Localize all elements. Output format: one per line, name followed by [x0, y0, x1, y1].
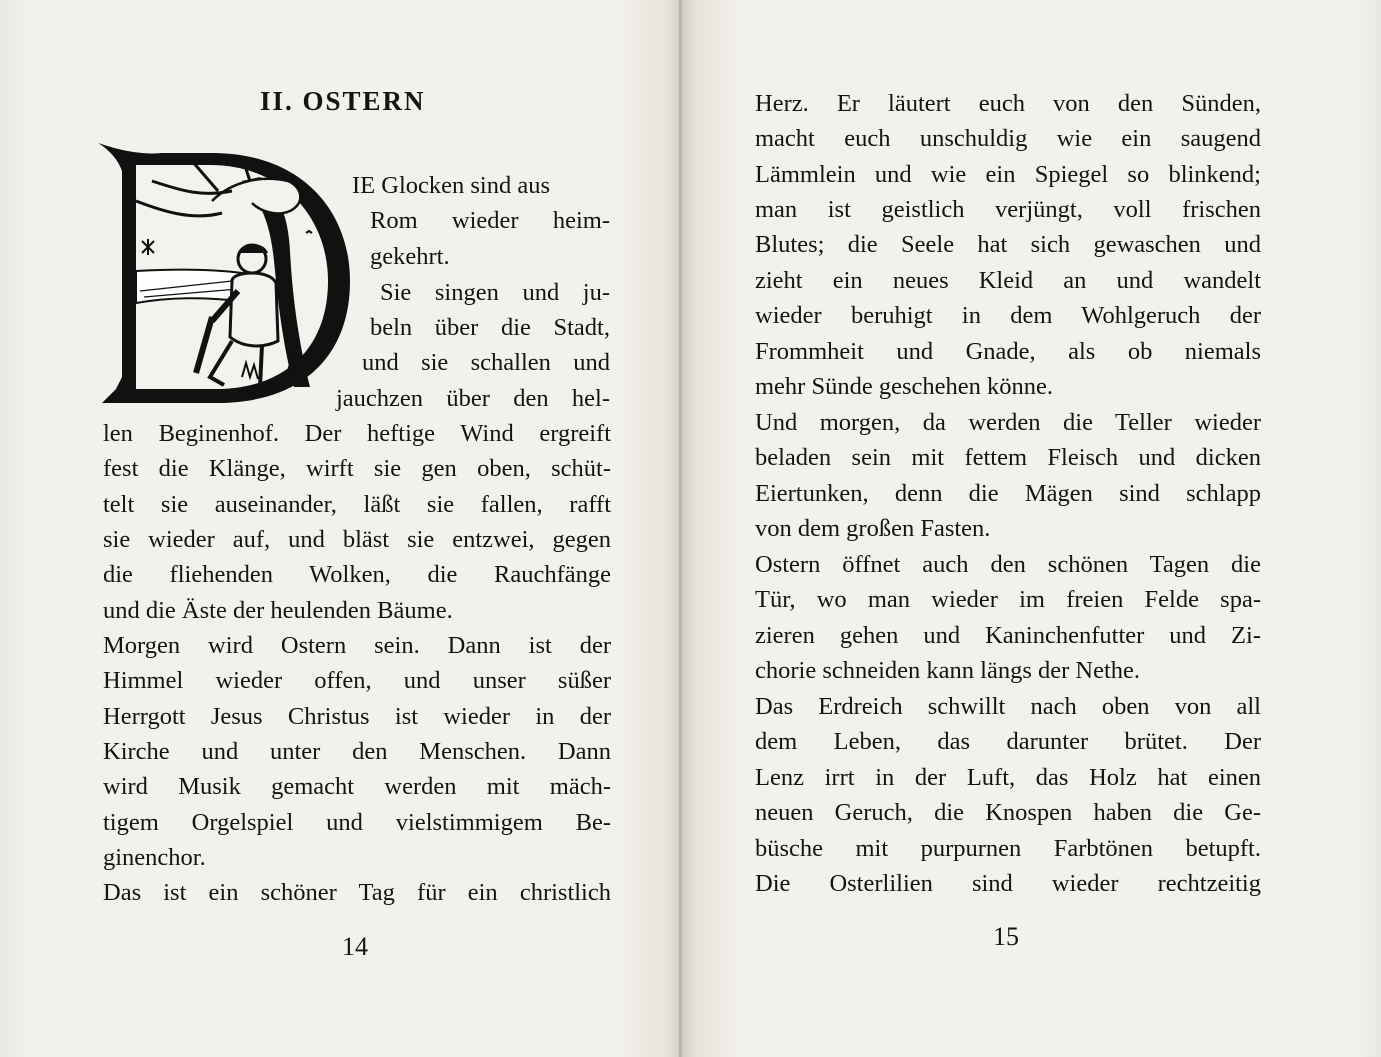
text-line: Lenz irrt in der Luft, das Holz hat einen [755, 764, 1261, 791]
text-line: Die Osterlilien sind wieder rechtzeitig [755, 870, 1261, 897]
text-line: telt sie auseinander, läßt sie fallen, rafft [103, 491, 611, 518]
drop-cap-letter-illustration [98, 143, 350, 403]
text-line: Sie singen und ju- [380, 279, 610, 306]
text-line: zieht ein neues Kleid an und wandelt [755, 267, 1261, 294]
text-line: chorie schneiden kann längs der Nethe. [755, 657, 1141, 684]
text-line: büsche mit purpurnen Farbtönen betupft. [755, 835, 1261, 862]
left-page [0, 0, 682, 1057]
page-number: 15 [993, 922, 1019, 951]
text-line: Morgen wird Ostern sein. Dann ist der [103, 632, 611, 659]
text-line: zieren gehen und Kaninchenfutter und Zi- [755, 622, 1261, 649]
text-line: wird Musik gemacht werden mit mäch- [103, 773, 611, 800]
text-line: Kirche und unter den Menschen. Dann [103, 738, 611, 765]
text-line: Frommheit und Gnade, als ob niemals [755, 338, 1261, 365]
page-number: 14 [342, 932, 368, 961]
text-line: dem Leben, das darunter brütet. Der [755, 728, 1261, 755]
right-page [682, 0, 1381, 1057]
text-line: Und morgen, da werden die Teller wieder [755, 409, 1261, 436]
text-line: fest die Klänge, wirft sie gen oben, schüt- [103, 455, 611, 482]
text-line: Himmel wieder offen, und unser süßer [103, 667, 611, 694]
text-line: tigem Orgelspiel und vielstimmigem Be- [103, 809, 611, 836]
chapter-heading: II. OSTERN [260, 86, 426, 116]
text-line: beladen sein mit fettem Fleisch und dicken [755, 444, 1261, 471]
text-line: die fliehenden Wolken, die Rauchfänge [103, 561, 611, 588]
text-line: Rom wieder heim- [370, 207, 610, 234]
text-line: Herz. Er läutert euch von den Sünden, [755, 90, 1261, 117]
text-line: beln über die Stadt, [370, 314, 610, 341]
text-line: neuen Geruch, die Knospen haben die Ge- [755, 799, 1261, 826]
text-line: und sie schallen und [362, 349, 610, 376]
text-line: macht euch unschuldig wie ein saugend [755, 125, 1261, 152]
illustrated-drop-cap [92, 141, 352, 411]
text-line: Herrgott Jesus Christus ist wieder in der [103, 703, 611, 730]
text-line: von dem großen Fasten. [755, 515, 991, 542]
text-line: Das Erdreich schwillt nach oben von all [755, 693, 1261, 720]
text-line: und die Äste der heulenden Bäume. [103, 597, 453, 624]
text-line: mehr Sünde geschehen könne. [755, 373, 1053, 400]
text-line: sie wieder auf, und bläst sie entzwei, gegen [103, 526, 611, 553]
text-line: IE Glocken sind aus [352, 172, 550, 199]
text-line: gekehrt. [370, 243, 450, 270]
text-line: Eiertunken, denn die Mägen sind schlapp [755, 480, 1261, 507]
text-line: wieder beruhigt in dem Wohlgeruch der [755, 302, 1261, 329]
text-line: jauchzen über den hel- [336, 385, 610, 412]
text-line: Ostern öffnet auch den schönen Tagen die [755, 551, 1261, 578]
text-line: Lämmlein und wie ein Spiegel so blinkend; [755, 161, 1261, 188]
text-line: ginenchor. [103, 844, 206, 871]
text-line: Blutes; die Seele hat sich gewaschen und [755, 231, 1261, 258]
text-line: man ist geistlich verjüngt, voll frischen [755, 196, 1261, 223]
text-line: Tür, wo man wieder im freien Felde spa- [755, 586, 1261, 613]
text-line: Das ist ein schöner Tag für ein christlich [103, 879, 611, 906]
text-line: len Beginenhof. Der heftige Wind ergreift [103, 420, 611, 447]
